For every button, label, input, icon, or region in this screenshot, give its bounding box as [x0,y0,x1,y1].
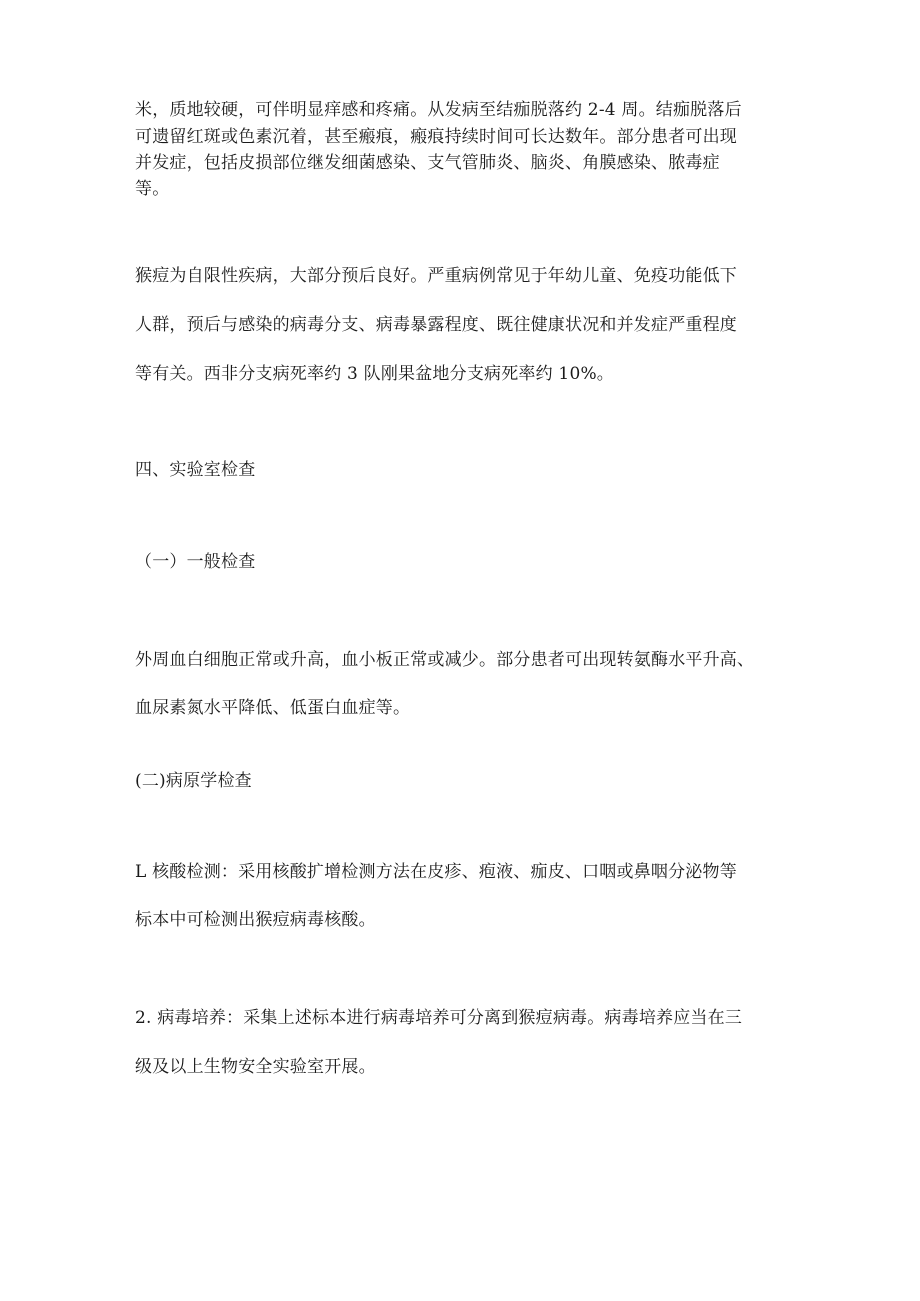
item-2-line-1: 2. 病毒培养：采集上述标本进行病毒培养可分离到猴痘病毒。病毒培养应当在三 [135,1008,743,1028]
paragraph-2-line-1: 猴痘为自限性疾病，大部分预后良好。严重病例常见于年幼儿童、免疫功能低下 [135,266,737,286]
paragraph-1-line-1: 米，质地较硬，可伴明显痒感和疼痛。从发病至结痂脱落约 2-4 周。结痂脱落后 [135,100,742,120]
item-1-line-2: 标本中可检测出猴痘病毒核酸。 [135,910,376,930]
subsection-1-line-2: 血尿素氮水平降低、低蛋白血症等。 [135,698,411,718]
section-4-heading: 四、实验室检查 [135,460,256,480]
subsection-2-heading: (二)病原学检查 [135,771,252,791]
paragraph-2-line-2: 人群，预后与感染的病毒分支、病毒暴露程度、既往健康状况和并发症严重程度 [135,315,737,335]
paragraph-1-line-3: 并发症，包括皮损部位继发细菌感染、支气管肺炎、脑炎、角膜感染、脓毒症 [135,153,720,173]
subsection-1-heading: （一）一般检查 [135,552,256,572]
subsection-1-line-1: 外周血白细胞正常或升高，血小板正常或减少。部分患者可出现转氨酶水平升高、 [135,650,755,670]
item-2-line-2: 级及以上生物安全实验室开展。 [135,1057,376,1077]
item-1-line-1: L 核酸检测：采用核酸扩增检测方法在皮疹、疱液、痂皮、口咽或鼻咽分泌物等 [135,862,737,882]
paragraph-1-line-2: 可遗留红斑或色素沉着，甚至瘢痕，瘢痕持续时间可长达数年。部分患者可出现 [135,127,737,147]
paragraph-2-line-3: 等有关。西非分支病死率约 3 队刚果盆地分支病死率约 10%。 [135,364,615,384]
paragraph-1-line-4: 等。 [135,179,170,199]
